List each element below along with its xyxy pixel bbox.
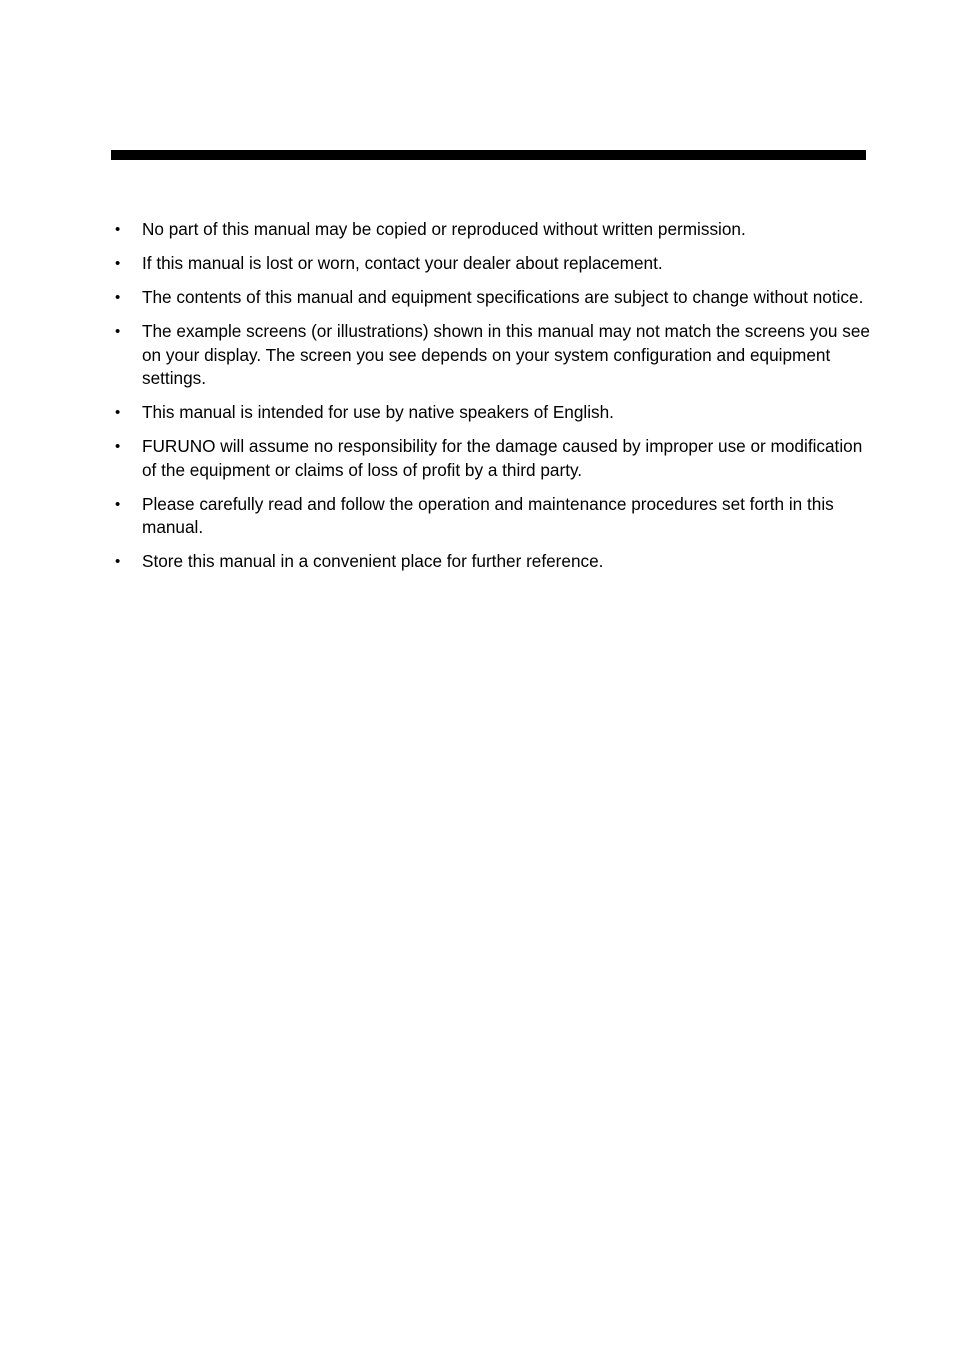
list-item [111, 252, 871, 276]
list-item [111, 286, 871, 310]
bullet-icon: • [115, 404, 121, 422]
list-item [111, 320, 871, 391]
bullet-icon: • [115, 221, 121, 238]
notice-text: FURUNO will assume no responsibility for the damage caused by improper use or modification of the equipment or claims of loss of profit by a third party. [142, 436, 863, 480]
bullet-icon: • [115, 553, 121, 571]
bullet-icon: • [115, 322, 121, 340]
list-item [111, 550, 871, 574]
list-item [111, 493, 871, 540]
notice-text: This manual is intended for use by native speakers of English. [142, 402, 614, 423]
notice-text: The example screens (or illustrations) shown in this manual may not match the screens you see on your display. The screen you see depends on your system configuration and equipment settings. [142, 320, 870, 389]
list-item [111, 435, 871, 482]
notice-text: The contents of this manual and equipment specifications are subject to change without notice. [142, 286, 864, 307]
list-item [111, 218, 871, 242]
list-item [111, 401, 871, 425]
notice-text: Please carefully read and follow the operation and maintenance procedures set forth in this manual. [142, 493, 834, 538]
notice-text: Store this manual in a convenient place for further reference. [142, 551, 604, 572]
bullet-icon: • [115, 254, 121, 272]
notice-list [111, 218, 871, 584]
bullet-icon: • [115, 438, 121, 456]
notice-text: No part of this manual may be copied or reproduced without written permission. [142, 219, 746, 239]
top-rule [111, 150, 866, 160]
notice-text: If this manual is lost or worn, contact your dealer about replacement. [142, 252, 663, 273]
bullet-icon: • [115, 495, 121, 513]
bullet-icon: • [115, 288, 121, 306]
